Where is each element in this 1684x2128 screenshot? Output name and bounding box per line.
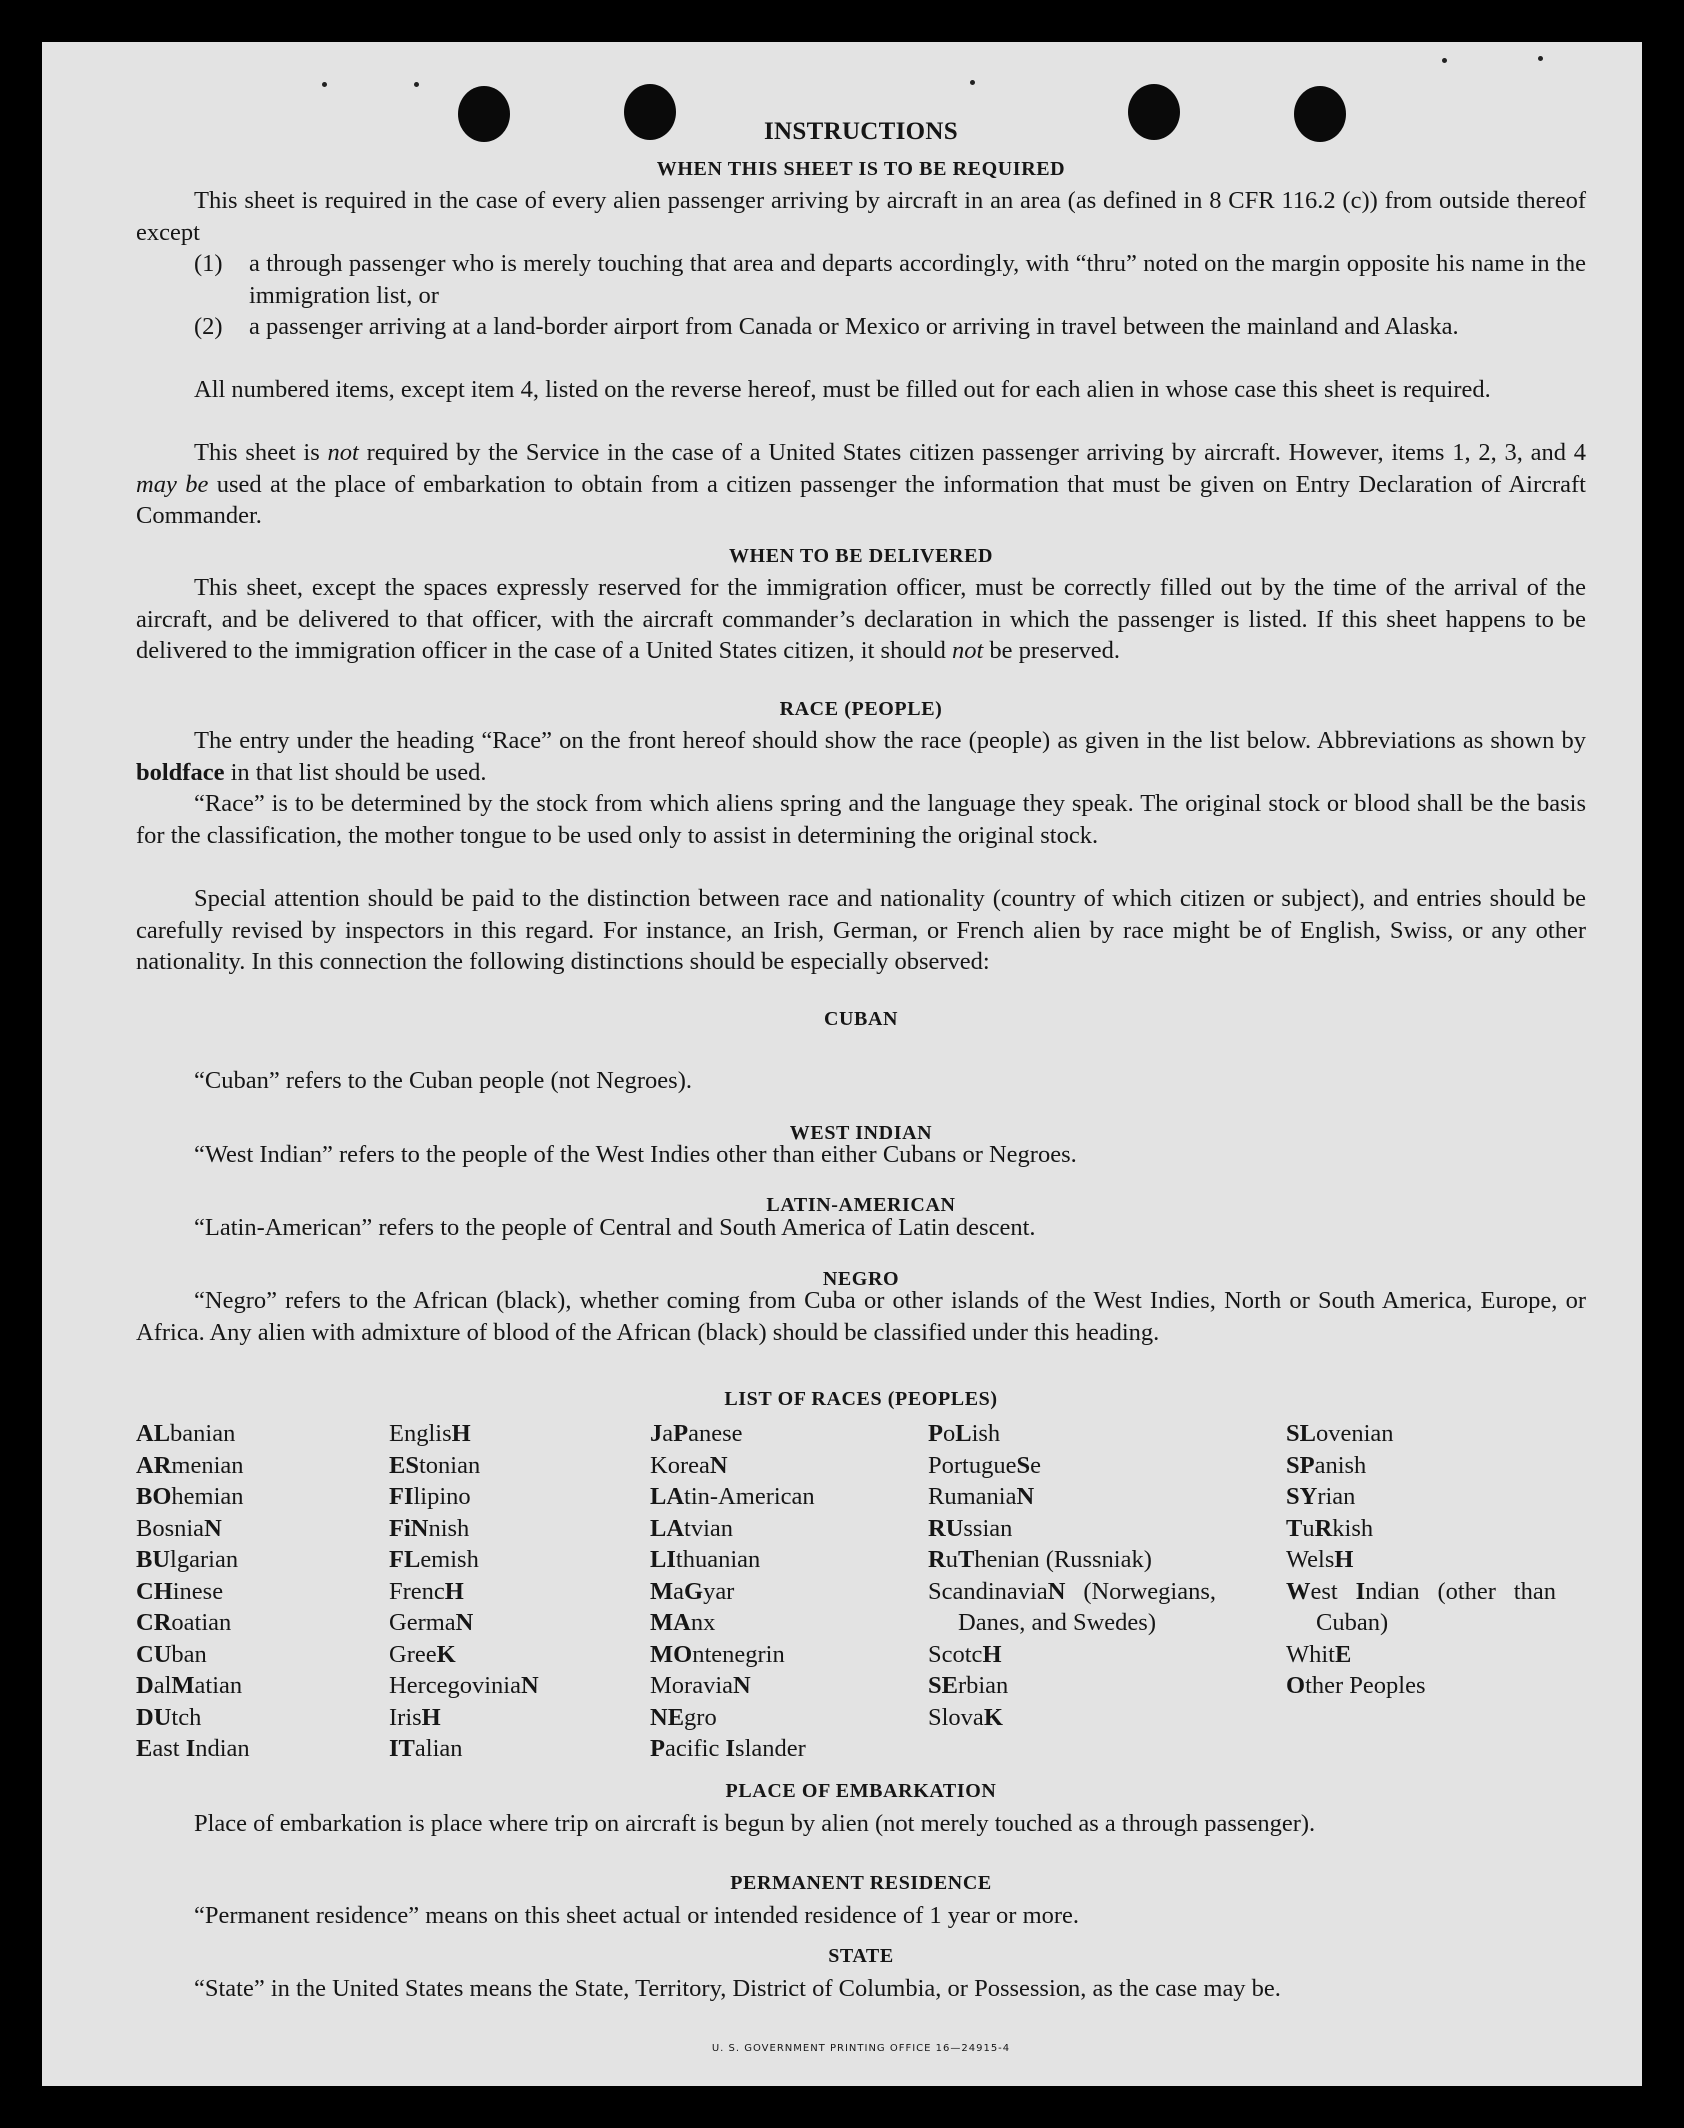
speck: [414, 82, 419, 87]
race-entry: PoLish: [928, 1420, 1001, 1447]
race-entry: NEgro: [650, 1703, 717, 1731]
item-number: (1): [194, 250, 223, 277]
para-when-required: This sheet is required in the case of every alien passenger arriving by aircraft in an area (as defined in 8 CFR 116.2 (c)) from outside thereof except: [136, 187, 1586, 246]
race-entry: EnglisH: [389, 1420, 471, 1447]
race-entry: PortugueSe: [928, 1451, 1041, 1479]
para-citizen: This sheet is not required by the Service in the case of a United States citizen passenger arriving by aircraft. However, items 1, 2, 3, and 4 may be used at the place of embarkation to obtain from a citizen passenger the information that must be given on Entry Declaration of Aircraft Commander.: [136, 439, 1586, 529]
exception-item-1: [194, 248, 1586, 311]
para-race-1: The entry under the heading “Race” on the front hereof should show the race (people) as given in the list below. Abbreviations as shown by boldface in that list should be used.: [136, 727, 1586, 786]
para-west-indian: “West Indian” refers to the people of the West Indies other than either Cubans or Negroes.: [194, 1141, 1077, 1168]
race-entry: MaGyar: [650, 1577, 735, 1605]
para-negro: “Negro” refers to the African (black), whether coming from Cuba or other islands of the West Indies, North or South America, Europe, or Africa. Any alien with admixture of blood of the African (black) should be classified under this heading.: [136, 1287, 1586, 1346]
race-column-2: [389, 1418, 629, 1765]
race-entry: CRoatian: [136, 1609, 232, 1636]
race-entry: FrencH: [389, 1577, 464, 1605]
race-entry: East Indian: [136, 1735, 250, 1762]
race-column-4: [928, 1418, 1216, 1733]
heading-when-delivered: WHEN TO BE DELIVERED: [728, 545, 994, 567]
para-race-2: “Race” is to be determined by the stock from which aliens spring and the language they speak. The original stock or blood shall be the basis for the classification, the mother tongue to be used only to assist in determining the original stock.: [136, 790, 1586, 849]
race-entry: GreeK: [389, 1640, 456, 1668]
speck: [1442, 58, 1447, 63]
race-entry: GermaN: [389, 1609, 474, 1636]
race-entry: DalMatian: [136, 1672, 243, 1699]
race-entry: MOntenegrin: [650, 1640, 785, 1668]
heading-latin-american: LATIN-AMERICAN: [766, 1194, 956, 1216]
item-text: a passenger arriving at a land-border airport from Canada or Mexico or arriving in travel between the mainland and Alaska.: [249, 313, 1459, 340]
race-entry: MoraviaN: [650, 1672, 751, 1699]
race-entry: CHinese: [136, 1577, 224, 1605]
race-entry: SYrian: [1286, 1483, 1356, 1510]
race-entry: BOhemian: [136, 1483, 244, 1510]
speck: [322, 82, 327, 87]
race-column-1: [136, 1418, 371, 1765]
para-latin-american: “Latin-American” refers to the people of Central and South America of Latin descent.: [194, 1214, 1036, 1241]
heading-race: RACE (PEOPLE): [779, 698, 943, 720]
heading-negro: NEGRO: [822, 1268, 900, 1290]
race-entry: SErbian: [928, 1672, 1009, 1699]
race-entry: FLemish: [389, 1546, 479, 1573]
race-entry: LAtin-American: [650, 1483, 815, 1510]
race-entry: CUban: [136, 1640, 207, 1668]
heading-state: STATE: [828, 1945, 894, 1967]
para-race-3: Special attention should be paid to the distinction between race and nationality (country of which citizen or subject), and entries should be carefully revised by inspectors in this regard. For instance, an Irish, German, or French alien by race might be of English, Swiss, or any other nationality. In this connection the following distinctions should be especially observed:: [136, 885, 1586, 975]
para-state: “State” in the United States means the State, Territory, District of Columbia, or Possession, as the case may be.: [194, 1975, 1281, 2002]
race-entry: BosniaN: [136, 1514, 222, 1542]
race-entry: MAnx: [650, 1609, 716, 1636]
document-sheet: [42, 42, 1642, 2086]
race-entry: Pacific Islander: [650, 1735, 806, 1762]
para-cuban: “Cuban” refers to the Cuban people (not Negroes).: [194, 1067, 692, 1094]
race-entry: SlovaK: [928, 1703, 1003, 1731]
race-entry: Other Peoples: [1286, 1672, 1426, 1699]
race-entry: FIlipino: [389, 1483, 471, 1510]
item-number: (2): [194, 313, 223, 340]
race-entry: RUssian: [928, 1514, 1013, 1542]
race-column-3: [650, 1418, 910, 1765]
heading-when-required: WHEN THIS SHEET IS TO BE REQUIRED: [656, 158, 1066, 180]
race-entry: SLovenian: [1286, 1420, 1394, 1447]
race-entry: ITalian: [389, 1735, 463, 1762]
race-entry: HercegoviniaN: [389, 1672, 539, 1699]
race-entry: JaPanese: [650, 1420, 743, 1447]
race-entry: LIthuanian: [650, 1546, 761, 1573]
heading-cuban: CUBAN: [823, 1008, 899, 1030]
race-entry: ALbanian: [136, 1420, 236, 1447]
para-embarkation: Place of embarkation is place where trip on aircraft is begun by alien (not merely touched as a through passenger).: [194, 1810, 1316, 1837]
speck: [1538, 56, 1543, 61]
item-text: a through passenger who is merely touching that area and departs accordingly, with “thru” noted on the margin opposite his name in the immigration list, or: [249, 250, 1586, 309]
race-entry: DUtch: [136, 1703, 202, 1731]
exception-item-2: [194, 311, 1586, 343]
race-column-5: [1286, 1418, 1556, 1702]
para-numbered-items: All numbered items, except item 4, listed on the reverse hereof, must be filled out for each alien in whose case this sheet is required.: [194, 376, 1491, 403]
para-when-delivered: This sheet, except the spaces expressly reserved for the immigration officer, must be correctly filled out by the time of the arrival of the aircraft, and be delivered to that officer, with the aircraft commander’s declaration in which the passenger is listed. If this sheet happens to be delivered to the immigration officer in the case of a United States citizen, it should not be preserved.: [136, 574, 1586, 664]
heading-residence: PERMANENT RESIDENCE: [730, 1872, 992, 1894]
race-entry: RumaniaN: [928, 1483, 1035, 1510]
race-entry: IrisH: [389, 1703, 441, 1731]
race-entry: TuRkish: [1286, 1514, 1374, 1542]
page-title: INSTRUCTIONS: [764, 118, 958, 145]
printer-imprint: U. S. GOVERNMENT PRINTING OFFICE 16—24915-4: [711, 2043, 1011, 2054]
race-entry: WelsH: [1286, 1546, 1354, 1573]
race-entry: FiNnish: [389, 1514, 470, 1542]
heading-list-of-races: LIST OF RACES (PEOPLES): [724, 1388, 998, 1410]
race-entry: ScandinaviaN (Norwegians, Danes, and Swedes): [928, 1577, 1216, 1636]
race-entry: West Indian (other than Cuban): [1286, 1577, 1556, 1636]
para-residence: “Permanent residence” means on this sheet actual or intended residence of 1 year or more.: [194, 1902, 1080, 1929]
race-entry: ScotcH: [928, 1640, 1002, 1668]
speck: [970, 80, 975, 85]
race-entry: RuThenian (Russniak): [928, 1546, 1152, 1573]
race-entry: BUlgarian: [136, 1546, 239, 1573]
heading-west-indian: WEST INDIAN: [789, 1122, 933, 1144]
race-entry: KoreaN: [650, 1451, 728, 1479]
race-entry: SPanish: [1286, 1451, 1367, 1479]
race-entry: EStonian: [389, 1451, 481, 1479]
race-entry: LAtvian: [650, 1514, 734, 1542]
heading-embarkation: PLACE OF EMBARKATION: [725, 1780, 997, 1802]
race-entry: WhitE: [1286, 1640, 1352, 1668]
race-entry: ARmenian: [136, 1451, 244, 1479]
